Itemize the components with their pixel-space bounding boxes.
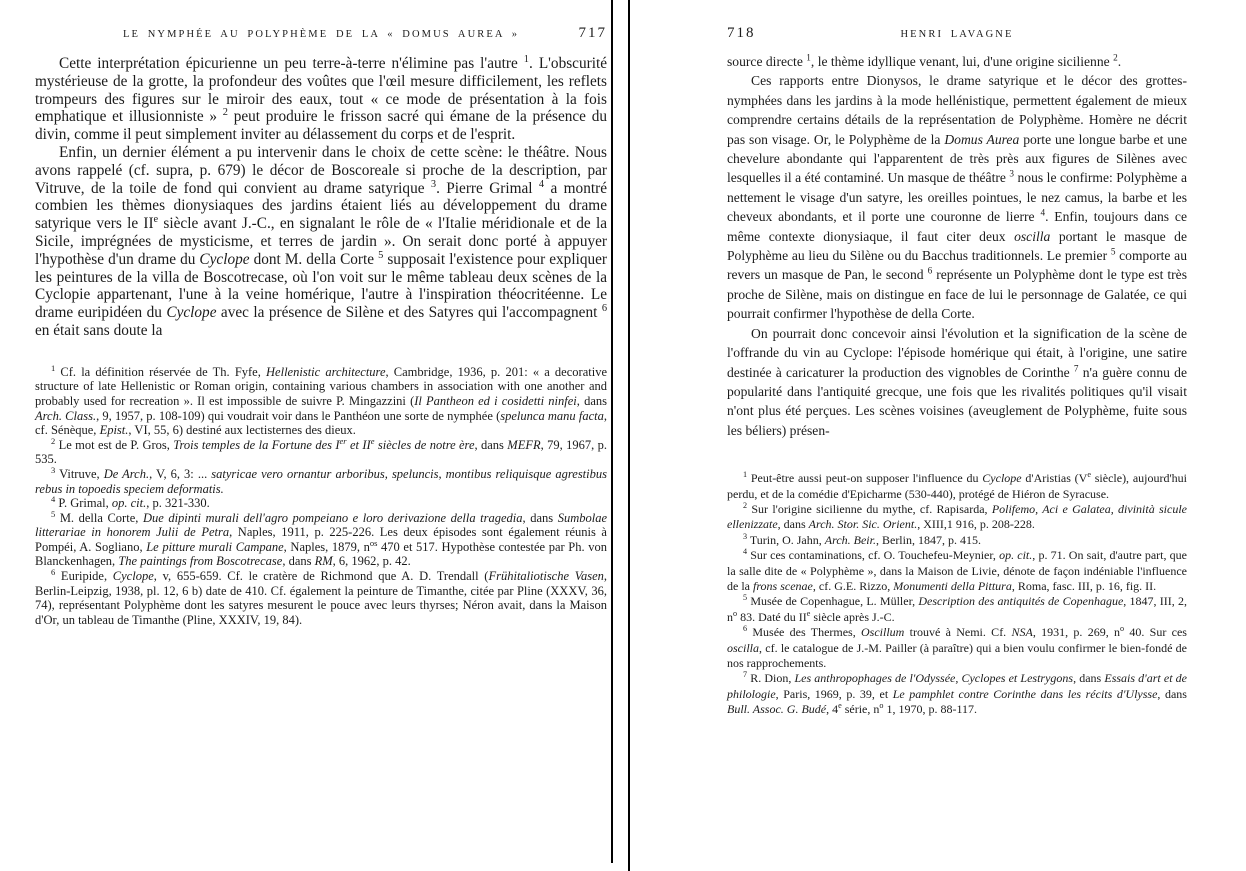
- footnote: $^4$ Sur ces contaminations, cf. O. Touchefeu-Meynier, op. cit., p. 71. On sait, d'autre part, que la salle dite de « Polyphème », dans la Maison de Livie, dénote de façon indéniable l'influence de la frons scenae, cf. G.E. Rizzo, Monumenti della Pittura, Roma, fasc. III, p. 16, fig. II.: [727, 547, 1187, 593]
- running-head-right: [727, 25, 1187, 42]
- footnote: $^6$ Musée des Thermes, Oscillum trouvé à Nemi. Cf. NSA, 1931, p. 269, $n^o$ 40. Sur ces oscilla, cf. le catalogue de J.-M. Pailler (à paraître) qui a bien voulu confirmer le bien-fondé de nos rapprochements.: [727, 624, 1187, 670]
- body-text-left: [35, 55, 607, 340]
- paragraph: Enfin, un dernier élément a pu intervenir dans le choix de cette scène: le théâtre. Nous avons rappelé (cf. supra, p. 679) le décor de Boscoreale si proche de la description, par Vitruve, de la toile de fond qui convient au drame satyrique $^3$. Pierre Grimal $^4$ a montré combien les thèmes dionysiaques des jardins étaient liés au développement du drame satyrique vers le IIe siècle avant J.-C., en signalant le rôle de « l'Italie méridionale et de la Sicile, imprégnées de mysticisme, et terres de jardin ». On serait donc porté à appuyer l'hypothèse d'un drame du Cyclope dont M. della Corte $^5$ supposait l'existence pour expliquer les peintures de la villa de Boscotrecase, où l'on voit sur le même tableau deux scènes de la Cyclopie appartenant, l'une à la veine homérique, l'autre à l'inspiration théocritéenne. Le drame euripidéen du Cyclope avec la présence de Silène et des Satyres qui l'accompagnent $^6$ en était sans doute la: [35, 143, 608, 339]
- footnote: $^1$ Cf. la définition réservée de Th. Fyfe, Hellenistic architecture, Cambridge, 1936, p. 201: « a decorative structure of late Hellenistic or Roman origin, containing various chambers in association with one another and probably used for recreation ». Il est impossible de suivre P. Mingazzini (Il Pantheon ed i cosidetti ninfei, dans Arch. Class., 9, 1957, p. 108-109) qui voudrait voir dans le Panthéon une sorte de nymphée (spelunca manu facta, cf. Sénèque, Epist., VI, 55, 6) destiné aux lectisternes des dieux.: [35, 362, 607, 438]
- paragraph: Ces rapports entre Dionysos, le drame satyrique et le décor des grottes-nymphées dans les jardins à la mode hellénistique, permettent également de mieux comprendre certains détails de la représentation de Polyphème. Homère ne décrit pas son visage. Or, le Polyphème de la Domus Aurea porte une longue barbe et une chevelure abondante qui l'apparentent de très près aux figures de Silènes avec lesquelles il a été contaminé. Un masque de théâtre $^3$ nous le confirme: Polyphème a nettement le visage d'un satyre, les oreilles pointues, le nez camus, la barbe et les cheveux abondants, et il porte une couronne de lierre $^4$. Enfin, toujours dans ce même contexte dionysiaque, il faut citer deux oscilla portant le masque de Polyphème au lieu du Silène ou du Bacchus traditionnels. Le premier $^5$ comporte au revers un masque de Pan, le second $^6$ représente un Polyphème dont le type est très proche de Silène, mais on distingue en face de lui le personnage de Galatée, ce qui pourrait confirmer l'hypothèse de della Corte.: [727, 73, 1187, 322]
- footnote: $^6$ Euripide, Cyclope, v, 655-659. Cf. le cratère de Richmond que A. D. Trendall (Frühitaliotische Vasen, Berlin-Leipzig, 1938, pl. 12, 6 b) date de 410. Cf. également la peinture de Timanthe, citée par Pline (XXXV, 36, 74), représentant Polyphème dont les satyres mesurent le pouce avec leurs thyrses; Néron avait, dans la Maison d'Or, un tableau de Timanthe (Pline, XXXIV, 19, 84).: [35, 566, 608, 627]
- footnote: $^5$ M. della Corte, Due dipinti murali dell'agro pompeiano e loro derivazione della tragedia, dans Sumbolae litterariae in honorem Julii de Petra, Naples, 1911, p. 225-226. Les deux épisodes sont également réunis à Pompéi, A. Sogliano, Le pitture murali Campane, Naples, 1879, $n^{os}$ 470 et 517. Hypothèse contestée par Ph. von Blanckenhagen, The paintings from Boscotrecase, dans RM, 6, 1962, p. 42.: [35, 508, 607, 569]
- footnote: $^2$ Le mot est de P. Gros, Trois temples de la Fortune des Ier et IIe siècles de notre ère, dans MEFR, 79, 1967, p. 535.: [35, 435, 607, 467]
- body-text-right: [727, 52, 1187, 440]
- paragraph: source directe $^1$, le thème idyllique venant, lui, d'une origine sicilienne $^2$.: [727, 52, 1122, 69]
- footnotes-left: [35, 362, 608, 628]
- paragraph: On pourrait donc concevoir ainsi l'évolution et la signification de la scène de l'offrande du vin au Cyclope: l'épisode homérique qui était, à l'origine, une satire destinée à caricaturer la production des vignobles de Corinthe $^7$ n'a guère connu de popularité dans l'antiquité grecque, une fois que les rivalités politiques qu'il visait n'ont plus été perçues. Les scènes voisines (aveuglement de Polyphème, fuite sous les béliers) présen-: [727, 325, 1187, 438]
- paragraph: Cette interprétation épicurienne un peu terre-à-terre n'élimine pas l'autre $^1$. L'obscurité mystérieuse de la grotte, la profondeur des voûtes que l'œil mesure difficilement, les reflets trompeurs des figures sur le miroir des eaux, tout « ce mode de présentation à la fois emphatique et illusionniste » $^2$ peut produire le frisson sacré qui émane de la présence du divin, comme il peut simplement inviter au délassement du corps et de l'esprit.: [35, 53, 607, 144]
- page-gutter-rule-right: [628, 0, 630, 871]
- page-718: [727, 0, 1187, 718]
- footnote: $^1$ Peut-être aussi peut-on supposer l'influence du Cyclope d'Aristias (Ve siècle), aujourd'hui perdu, et de la comédie d'Epicharme (530-440), protégé de Hiéron de Syracuse.: [727, 470, 1187, 501]
- footnote: $^7$ R. Dion, Les anthropophages de l'Odyssée, Cyclopes et Lestrygons, dans Essais d'art et de philologie, Paris, 1969, p. 39, et Le pamphlet contre Corinthe dans les récits d'Ulysse, dans Bull. Assoc. G. Budé, 4e série, $n^o$ 1, 1970, p. 88-117.: [727, 670, 1187, 717]
- footnotes-right: [727, 471, 1187, 718]
- running-title: LE NYMPHÉE AU POLYPHÈME DE LA « DOMUS AUREA »: [122, 29, 520, 40]
- footnote: $^3$ Turin, O. Jahn, Arch. Beir., Berlin, 1847, p. 415.: [743, 531, 981, 547]
- footnote: $^3$ Vitruve, De Arch., V, 6, 3: ... satyricae vero ornantur arboribus, speluncis, montibus reliquisque agrestibus rebus in topoedis speciem deformatis.: [35, 464, 607, 496]
- footnote: $^5$ Musée de Copenhague, L. Müller, Description des antiquités de Copenhague, 1847, III, 2, $n^o$ 83. Daté du IIe siècle après J.-C.: [727, 593, 1187, 624]
- footnote: $^2$ Sur l'origine sicilienne du mythe, cf. Rapisarda, Polifemo, Aci e Galatea, divinità sicule ellenizzate, dans Arch. Stor. Sic. Orient., XIII,1 916, p. 208-228.: [727, 500, 1187, 532]
- page-number-717: 717: [578, 25, 607, 41]
- running-head-left: [35, 25, 607, 42]
- page-gutter-rule-left: [611, 0, 613, 863]
- running-author: HENRI LAVAGNE: [900, 29, 1014, 40]
- page-717: [35, 0, 607, 627]
- page-number-718: 718: [727, 25, 756, 41]
- footnote: $^4$ P. Grimal, op. cit., p. 321-330.: [51, 493, 210, 511]
